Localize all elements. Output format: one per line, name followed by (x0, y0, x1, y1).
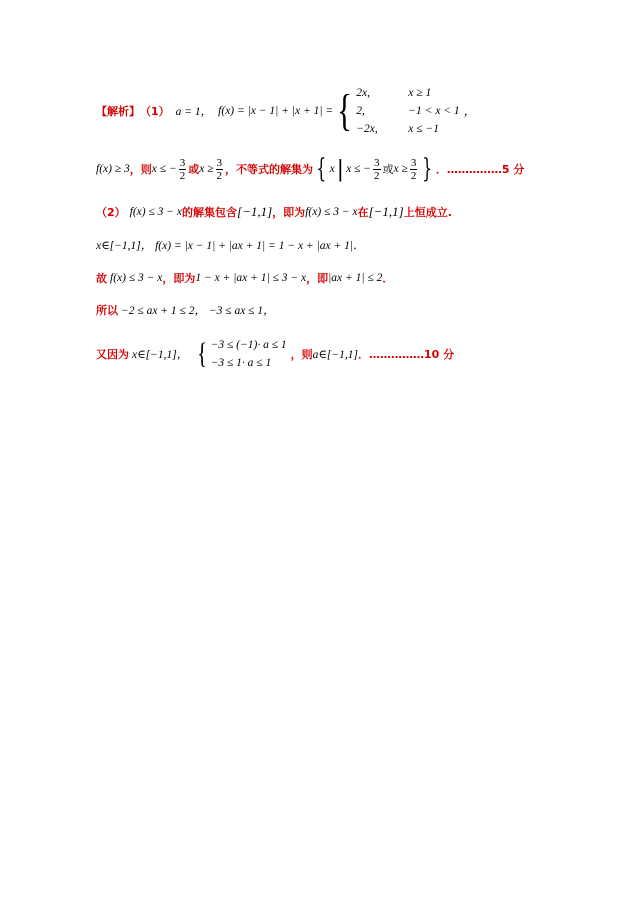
set-divider: | (336, 156, 345, 182)
case-row: 2x, x ≥ 1 (356, 87, 432, 99)
part-1-label: （1） (140, 105, 170, 118)
fraction: $\frac{3}{2}$ (216, 156, 223, 182)
system-row: −3 ≤ (−1)· a ≤ 1 (210, 339, 287, 351)
expression: 1 − x + |ax + 1| ≤ 3 − x (195, 272, 307, 284)
interval: [−1,1] (368, 204, 404, 219)
fraction: $\frac{3}{2}$ (410, 156, 417, 182)
solution-set-text: ，不等式的解集为 (225, 163, 314, 176)
set-bound-a: x ≤ − (346, 163, 372, 175)
fraction: $\frac{3}{2}$ (374, 156, 380, 182)
case-row: 2, −1 < x < 1 (356, 105, 460, 117)
solution-line-2 (96, 156, 524, 182)
expression: −2 ≤ ax + 1 ≤ 2， −3 ≤ ax ≤ 1， (121, 305, 275, 317)
set-brace-close: } (422, 154, 433, 184)
text: 上恒成立. (403, 206, 452, 219)
given-a: a = 1， (175, 106, 213, 118)
part-2-label: （2） (96, 206, 126, 219)
f-definition: f(x) = |x − 1| + |x + 1| = (218, 105, 334, 117)
text: 的解集包含 (182, 206, 238, 219)
fraction: $\frac{3}{2}$ (179, 156, 186, 182)
set-bound-b: x ≥ (393, 163, 408, 175)
text: ． (382, 272, 394, 285)
score-10: ．……………10 分 (358, 348, 455, 361)
solution-line-6 (96, 302, 275, 318)
system-row: −3 ≤ 1· a ≤ 1 (210, 357, 272, 369)
left-brace: { (337, 86, 353, 135)
then-text: ，则 (129, 163, 152, 176)
text: ，即为 (272, 206, 306, 219)
text: 所以 (96, 304, 118, 317)
text: 故 (96, 272, 107, 285)
set-brace-open: { (316, 154, 327, 184)
text: ，即为 (162, 272, 196, 285)
comma: ， (463, 106, 476, 118)
solution-line-5 (96, 270, 393, 286)
inequality: f(x) ≥ 3 (96, 163, 130, 175)
analysis-label: 【解析】 (96, 105, 140, 118)
bound-a: x ≤ − (151, 163, 177, 175)
piecewise-function (333, 84, 460, 138)
solution-line-7 (96, 336, 454, 372)
set-var: x (329, 163, 335, 175)
score-5: ．……………5 分 (435, 163, 525, 176)
text: 又因为 (96, 348, 129, 361)
interval: [−1,1] (237, 204, 273, 219)
text: ，即 (306, 272, 329, 285)
left-brace: { (197, 337, 208, 370)
expression: x∈[−1,1]， f(x) = |x − 1| + |ax + 1| = 1 − x + |ax + 1|． (96, 240, 365, 252)
case-row: −2x, x ≤ −1 (356, 123, 439, 135)
inequality-system (194, 336, 286, 372)
set-or-text: 或 (382, 163, 394, 176)
bound-b: x ≥ (199, 163, 214, 175)
expression: x∈[−1,1]， (132, 349, 189, 361)
text: ，则 (290, 348, 313, 361)
inequality-2b: f(x) ≤ 3 − x (305, 206, 358, 218)
expression: |ax + 1| ≤ 2 (328, 272, 383, 284)
inequality-2: f(x) ≤ 3 − x (129, 206, 183, 218)
solution-line-4 (96, 237, 365, 253)
solution-line-3 (96, 204, 452, 220)
expression: f(x) ≤ 3 − x (110, 272, 163, 284)
solution-line-1 (96, 84, 475, 138)
or-text: 或 (188, 163, 200, 176)
text: 在 (357, 206, 369, 219)
expression: a∈[−1,1] (312, 349, 359, 361)
